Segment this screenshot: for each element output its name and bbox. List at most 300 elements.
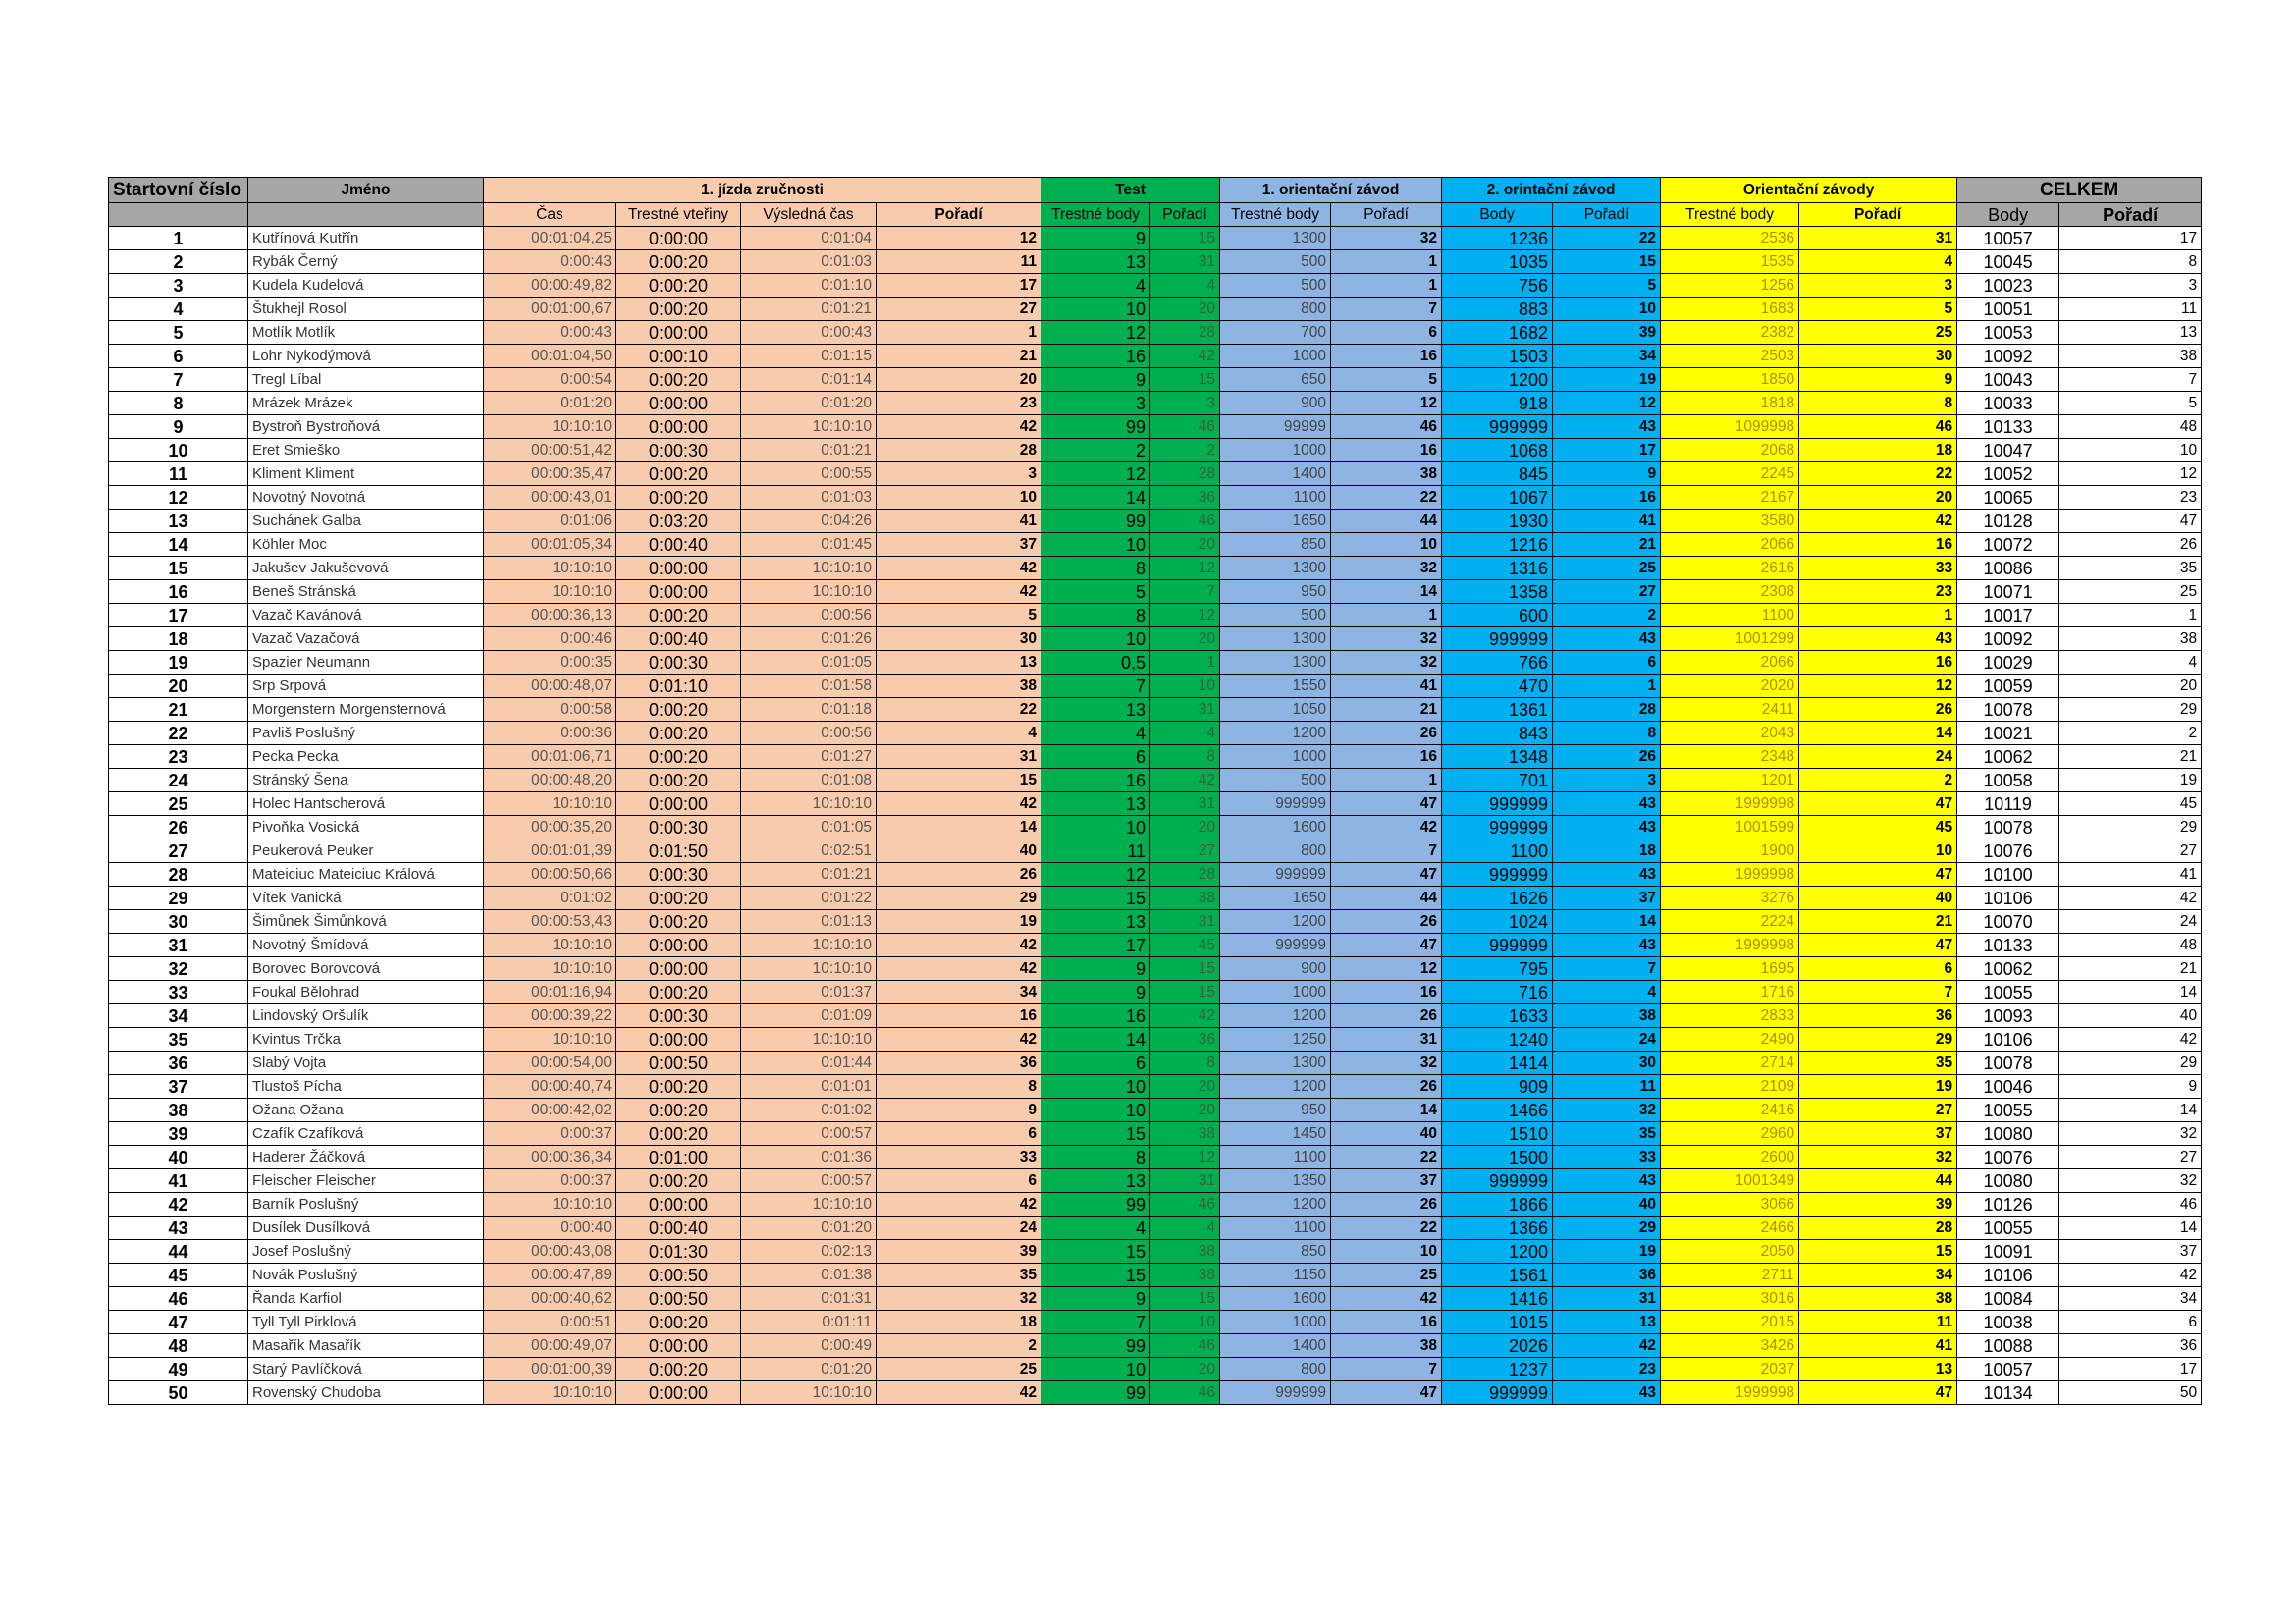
- time-cell: 10:10:10: [484, 1193, 616, 1217]
- o2-rank-cell: 14: [1553, 910, 1661, 934]
- test-rank-cell: 4: [1150, 722, 1220, 745]
- total-rank-cell: 50: [2059, 1381, 2202, 1405]
- skill-rank-cell: 14: [877, 816, 1041, 839]
- subheader-o2-rank: Pořadí: [1553, 203, 1661, 227]
- o1-points-cell: 1600: [1220, 816, 1331, 839]
- penalty-sec-cell: 0:00:20: [616, 1358, 741, 1381]
- test-rank-cell: 31: [1150, 698, 1220, 722]
- o1-rank-cell: 38: [1331, 1334, 1442, 1358]
- o2-points-cell: 795: [1442, 957, 1553, 981]
- o1-points-cell: 1650: [1220, 887, 1331, 910]
- o1-points-cell: 1300: [1220, 627, 1331, 651]
- test-rank-cell: 45: [1150, 934, 1220, 957]
- total-rank-cell: 14: [2059, 1099, 2202, 1122]
- test-points-cell: 10: [1041, 1075, 1150, 1099]
- o1-points-cell: 900: [1220, 957, 1331, 981]
- o2-rank-cell: 36: [1553, 1264, 1661, 1287]
- time-cell: 00:00:43,08: [484, 1240, 616, 1264]
- test-points-cell: 9: [1041, 981, 1150, 1004]
- total-rank-cell: 36: [2059, 1334, 2202, 1358]
- o1-points-cell: 1200: [1220, 1193, 1331, 1217]
- start-no-cell: 9: [109, 415, 248, 439]
- result-time-cell: 0:00:43: [741, 321, 877, 345]
- start-no-cell: 30: [109, 910, 248, 934]
- ot-points-cell: 2224: [1661, 910, 1799, 934]
- time-cell: 10:10:10: [484, 957, 616, 981]
- penalty-sec-cell: 0:00:00: [616, 957, 741, 981]
- table-row: [109, 439, 2202, 462]
- ot-points-cell: 2714: [1661, 1052, 1799, 1075]
- total-rank-cell: 46: [2059, 1193, 2202, 1217]
- total-points-cell: 10072: [1957, 533, 2059, 557]
- test-rank-cell: 31: [1150, 792, 1220, 816]
- o1-rank-cell: 7: [1331, 1358, 1442, 1381]
- skill-rank-cell: 36: [877, 1052, 1041, 1075]
- penalty-sec-cell: 0:00:00: [616, 321, 741, 345]
- start-no-cell: 15: [109, 557, 248, 580]
- ot-points-cell: 3426: [1661, 1334, 1799, 1358]
- penalty-sec-cell: 0:00:30: [616, 1004, 741, 1028]
- o2-points-cell: 1414: [1442, 1052, 1553, 1075]
- subheader-test-points: Trestné body: [1041, 203, 1150, 227]
- result-time-cell: 0:01:10: [741, 274, 877, 298]
- o2-rank-cell: 43: [1553, 863, 1661, 887]
- o2-rank-cell: 6: [1553, 651, 1661, 675]
- ot-points-cell: 1999998: [1661, 792, 1799, 816]
- result-time-cell: 0:01:11: [741, 1311, 877, 1334]
- penalty-sec-cell: 0:00:20: [616, 981, 741, 1004]
- total-points-cell: 10029: [1957, 651, 2059, 675]
- o2-rank-cell: 32: [1553, 1099, 1661, 1122]
- ot-rank-cell: 32: [1799, 1146, 1957, 1169]
- total-points-cell: 10055: [1957, 1217, 2059, 1240]
- subheader-empty-1: [109, 203, 248, 227]
- skill-rank-cell: 22: [877, 698, 1041, 722]
- ot-points-cell: 2348: [1661, 745, 1799, 769]
- name-cell: Lindovský Oršulík: [248, 1004, 484, 1028]
- result-time-cell: 0:01:18: [741, 698, 877, 722]
- total-points-cell: 10091: [1957, 1240, 2059, 1264]
- o2-points-cell: 1316: [1442, 557, 1553, 580]
- skill-rank-cell: 26: [877, 863, 1041, 887]
- o1-points-cell: 1100: [1220, 1146, 1331, 1169]
- penalty-sec-cell: 0:00:30: [616, 651, 741, 675]
- penalty-sec-cell: 0:01:30: [616, 1240, 741, 1264]
- o2-points-cell: 999999: [1442, 627, 1553, 651]
- result-time-cell: 0:01:26: [741, 627, 877, 651]
- o1-rank-cell: 32: [1331, 227, 1442, 250]
- results-table: [108, 177, 2202, 1405]
- total-points-cell: 10021: [1957, 722, 2059, 745]
- table-row: [109, 1311, 2202, 1334]
- time-cell: 0:00:37: [484, 1169, 616, 1193]
- skill-rank-cell: 9: [877, 1099, 1041, 1122]
- test-rank-cell: 38: [1150, 887, 1220, 910]
- subheader-o1-rank: Pořadí: [1331, 203, 1442, 227]
- total-points-cell: 10046: [1957, 1075, 2059, 1099]
- ot-rank-cell: 24: [1799, 745, 1957, 769]
- name-cell: Šimůnek Šimůnková: [248, 910, 484, 934]
- table-row: [109, 1264, 2202, 1287]
- total-rank-cell: 41: [2059, 863, 2202, 887]
- ot-rank-cell: 14: [1799, 722, 1957, 745]
- header-orient1: 1. orientační závod: [1220, 178, 1442, 203]
- test-points-cell: 6: [1041, 745, 1150, 769]
- o1-rank-cell: 12: [1331, 392, 1442, 415]
- o2-points-cell: 701: [1442, 769, 1553, 792]
- start-no-cell: 28: [109, 863, 248, 887]
- test-rank-cell: 28: [1150, 462, 1220, 486]
- o1-rank-cell: 47: [1331, 1381, 1442, 1405]
- o2-rank-cell: 43: [1553, 934, 1661, 957]
- ot-points-cell: 2066: [1661, 651, 1799, 675]
- ot-rank-cell: 47: [1799, 934, 1957, 957]
- skill-rank-cell: 31: [877, 745, 1041, 769]
- total-rank-cell: 17: [2059, 227, 2202, 250]
- o2-points-cell: 1240: [1442, 1028, 1553, 1052]
- test-rank-cell: 20: [1150, 1099, 1220, 1122]
- result-time-cell: 0:01:21: [741, 298, 877, 321]
- o2-points-cell: 999999: [1442, 816, 1553, 839]
- time-cell: 00:01:01,39: [484, 839, 616, 863]
- table-row: [109, 1075, 2202, 1099]
- start-no-cell: 8: [109, 392, 248, 415]
- o2-points-cell: 600: [1442, 604, 1553, 627]
- test-points-cell: 12: [1041, 321, 1150, 345]
- penalty-sec-cell: 0:00:20: [616, 274, 741, 298]
- o1-points-cell: 650: [1220, 368, 1331, 392]
- o2-points-cell: 1024: [1442, 910, 1553, 934]
- header-test: Test: [1041, 178, 1220, 203]
- total-points-cell: 10134: [1957, 1381, 2059, 1405]
- ot-points-cell: 2043: [1661, 722, 1799, 745]
- start-no-cell: 19: [109, 651, 248, 675]
- penalty-sec-cell: 0:00:50: [616, 1052, 741, 1075]
- skill-rank-cell: 13: [877, 651, 1041, 675]
- test-rank-cell: 12: [1150, 557, 1220, 580]
- o1-points-cell: 950: [1220, 580, 1331, 604]
- ot-points-cell: 2245: [1661, 462, 1799, 486]
- test-rank-cell: 15: [1150, 957, 1220, 981]
- name-cell: Vazač Kavánová: [248, 604, 484, 627]
- o1-points-cell: 999999: [1220, 792, 1331, 816]
- name-cell: Foukal Bělohrad: [248, 981, 484, 1004]
- test-rank-cell: 20: [1150, 1358, 1220, 1381]
- time-cell: 00:01:05,34: [484, 533, 616, 557]
- o1-points-cell: 500: [1220, 274, 1331, 298]
- table-row: [109, 486, 2202, 510]
- o1-points-cell: 1200: [1220, 910, 1331, 934]
- total-rank-cell: 32: [2059, 1122, 2202, 1146]
- result-time-cell: 0:01:01: [741, 1075, 877, 1099]
- total-rank-cell: 26: [2059, 533, 2202, 557]
- test-rank-cell: 28: [1150, 321, 1220, 345]
- total-rank-cell: 14: [2059, 981, 2202, 1004]
- o1-points-cell: 1400: [1220, 462, 1331, 486]
- skill-rank-cell: 30: [877, 627, 1041, 651]
- result-time-cell: 0:01:37: [741, 981, 877, 1004]
- skill-rank-cell: 15: [877, 769, 1041, 792]
- ot-rank-cell: 3: [1799, 274, 1957, 298]
- test-rank-cell: 38: [1150, 1122, 1220, 1146]
- o2-points-cell: 1358: [1442, 580, 1553, 604]
- total-points-cell: 10092: [1957, 627, 2059, 651]
- name-cell: Vazač Vazačová: [248, 627, 484, 651]
- o1-rank-cell: 31: [1331, 1028, 1442, 1052]
- o2-rank-cell: 26: [1553, 745, 1661, 769]
- o1-rank-cell: 37: [1331, 1169, 1442, 1193]
- o2-rank-cell: 23: [1553, 1358, 1661, 1381]
- o1-rank-cell: 40: [1331, 1122, 1442, 1146]
- o2-rank-cell: 7: [1553, 957, 1661, 981]
- start-no-cell: 32: [109, 957, 248, 981]
- result-time-cell: 0:01:21: [741, 863, 877, 887]
- o2-rank-cell: 15: [1553, 250, 1661, 274]
- ot-rank-cell: 37: [1799, 1122, 1957, 1146]
- skill-rank-cell: 29: [877, 887, 1041, 910]
- total-points-cell: 10052: [1957, 462, 2059, 486]
- ot-points-cell: 2616: [1661, 557, 1799, 580]
- penalty-sec-cell: 0:00:20: [616, 298, 741, 321]
- start-no-cell: 2: [109, 250, 248, 274]
- o1-rank-cell: 10: [1331, 533, 1442, 557]
- skill-rank-cell: 40: [877, 839, 1041, 863]
- result-time-cell: 0:00:57: [741, 1169, 877, 1193]
- time-cell: 0:00:58: [484, 698, 616, 722]
- skill-rank-cell: 42: [877, 957, 1041, 981]
- o2-rank-cell: 12: [1553, 392, 1661, 415]
- table-row: [109, 1334, 2202, 1358]
- start-no-cell: 18: [109, 627, 248, 651]
- ot-points-cell: 2503: [1661, 345, 1799, 368]
- o2-points-cell: 1015: [1442, 1311, 1553, 1334]
- result-time-cell: 0:01:05: [741, 816, 877, 839]
- total-points-cell: 10058: [1957, 769, 2059, 792]
- o2-rank-cell: 28: [1553, 698, 1661, 722]
- o1-points-cell: 999999: [1220, 1381, 1331, 1405]
- total-rank-cell: 21: [2059, 745, 2202, 769]
- o1-points-cell: 99999: [1220, 415, 1331, 439]
- ot-rank-cell: 33: [1799, 557, 1957, 580]
- ot-rank-cell: 29: [1799, 1028, 1957, 1052]
- time-cell: 00:00:51,42: [484, 439, 616, 462]
- start-no-cell: 26: [109, 816, 248, 839]
- ot-points-cell: 1999998: [1661, 863, 1799, 887]
- total-rank-cell: 21: [2059, 957, 2202, 981]
- test-rank-cell: 38: [1150, 1240, 1220, 1264]
- test-rank-cell: 31: [1150, 1169, 1220, 1193]
- o1-rank-cell: 1: [1331, 250, 1442, 274]
- ot-rank-cell: 21: [1799, 910, 1957, 934]
- o2-points-cell: 766: [1442, 651, 1553, 675]
- result-time-cell: 0:02:51: [741, 839, 877, 863]
- o1-points-cell: 1000: [1220, 981, 1331, 1004]
- ot-points-cell: 1001349: [1661, 1169, 1799, 1193]
- test-points-cell: 4: [1041, 274, 1150, 298]
- o2-rank-cell: 41: [1553, 510, 1661, 533]
- o2-points-cell: 1216: [1442, 533, 1553, 557]
- time-cell: 00:01:00,39: [484, 1358, 616, 1381]
- test-rank-cell: 20: [1150, 1075, 1220, 1099]
- o2-rank-cell: 40: [1553, 1193, 1661, 1217]
- o2-points-cell: 1930: [1442, 510, 1553, 533]
- result-time-cell: 0:01:20: [741, 392, 877, 415]
- ot-rank-cell: 2: [1799, 769, 1957, 792]
- test-rank-cell: 27: [1150, 839, 1220, 863]
- ot-rank-cell: 43: [1799, 627, 1957, 651]
- table-row: [109, 1146, 2202, 1169]
- o2-rank-cell: 31: [1553, 1287, 1661, 1311]
- total-points-cell: 10092: [1957, 345, 2059, 368]
- name-cell: Novák Poslušný: [248, 1264, 484, 1287]
- total-points-cell: 10051: [1957, 298, 2059, 321]
- ot-rank-cell: 35: [1799, 1052, 1957, 1075]
- skill-rank-cell: 42: [877, 580, 1041, 604]
- o1-rank-cell: 7: [1331, 298, 1442, 321]
- ot-rank-cell: 46: [1799, 415, 1957, 439]
- o1-points-cell: 999999: [1220, 934, 1331, 957]
- o2-points-cell: 1068: [1442, 439, 1553, 462]
- name-cell: Tyll Tyll Pirklová: [248, 1311, 484, 1334]
- o1-points-cell: 900: [1220, 392, 1331, 415]
- skill-rank-cell: 1: [877, 321, 1041, 345]
- total-rank-cell: 27: [2059, 839, 2202, 863]
- penalty-sec-cell: 0:00:20: [616, 722, 741, 745]
- result-time-cell: 0:02:13: [741, 1240, 877, 1264]
- o2-points-cell: 1682: [1442, 321, 1553, 345]
- result-time-cell: 0:01:31: [741, 1287, 877, 1311]
- test-points-cell: 4: [1041, 722, 1150, 745]
- test-points-cell: 13: [1041, 250, 1150, 274]
- test-points-cell: 10: [1041, 1099, 1150, 1122]
- o1-rank-cell: 22: [1331, 486, 1442, 510]
- start-no-cell: 25: [109, 792, 248, 816]
- test-points-cell: 9: [1041, 368, 1150, 392]
- start-no-cell: 31: [109, 934, 248, 957]
- total-rank-cell: 38: [2059, 345, 2202, 368]
- o2-rank-cell: 2: [1553, 604, 1661, 627]
- test-rank-cell: 12: [1150, 604, 1220, 627]
- name-cell: Kutřínová Kutřín: [248, 227, 484, 250]
- ot-rank-cell: 16: [1799, 651, 1957, 675]
- subheader-total-points: Body: [1957, 203, 2059, 227]
- result-time-cell: 0:01:20: [741, 1217, 877, 1240]
- subheader-time: Čas: [484, 203, 616, 227]
- o2-rank-cell: 43: [1553, 1169, 1661, 1193]
- o2-points-cell: 1035: [1442, 250, 1553, 274]
- penalty-sec-cell: 0:00:30: [616, 863, 741, 887]
- result-time-cell: 0:04:26: [741, 510, 877, 533]
- o1-points-cell: 1600: [1220, 1287, 1331, 1311]
- skill-rank-cell: 21: [877, 345, 1041, 368]
- o1-rank-cell: 10: [1331, 1240, 1442, 1264]
- total-rank-cell: 42: [2059, 1028, 2202, 1052]
- start-no-cell: 23: [109, 745, 248, 769]
- total-points-cell: 10076: [1957, 839, 2059, 863]
- o2-rank-cell: 39: [1553, 321, 1661, 345]
- o2-points-cell: 1236: [1442, 227, 1553, 250]
- penalty-sec-cell: 0:00:30: [616, 439, 741, 462]
- ot-rank-cell: 42: [1799, 510, 1957, 533]
- total-rank-cell: 34: [2059, 1287, 2202, 1311]
- total-rank-cell: 29: [2059, 816, 2202, 839]
- o1-points-cell: 800: [1220, 298, 1331, 321]
- skill-rank-cell: 42: [877, 415, 1041, 439]
- o2-rank-cell: 42: [1553, 1334, 1661, 1358]
- test-points-cell: 10: [1041, 533, 1150, 557]
- name-cell: Kvintus Trčka: [248, 1028, 484, 1052]
- o1-points-cell: 1550: [1220, 675, 1331, 698]
- o1-points-cell: 1300: [1220, 651, 1331, 675]
- o1-rank-cell: 47: [1331, 792, 1442, 816]
- name-cell: Lohr Nykodýmová: [248, 345, 484, 368]
- name-cell: Tlustoš Pícha: [248, 1075, 484, 1099]
- o2-rank-cell: 3: [1553, 769, 1661, 792]
- start-no-cell: 36: [109, 1052, 248, 1075]
- test-points-cell: 15: [1041, 887, 1150, 910]
- skill-rank-cell: 27: [877, 298, 1041, 321]
- ot-rank-cell: 4: [1799, 250, 1957, 274]
- name-cell: Pavliš Poslušný: [248, 722, 484, 745]
- total-rank-cell: 37: [2059, 1240, 2202, 1264]
- name-cell: Köhler Moc: [248, 533, 484, 557]
- o1-rank-cell: 42: [1331, 1287, 1442, 1311]
- ot-points-cell: 2536: [1661, 227, 1799, 250]
- total-points-cell: 10055: [1957, 981, 2059, 1004]
- o2-points-cell: 1626: [1442, 887, 1553, 910]
- result-time-cell: 0:01:03: [741, 250, 877, 274]
- start-no-cell: 42: [109, 1193, 248, 1217]
- test-rank-cell: 3: [1150, 392, 1220, 415]
- test-points-cell: 99: [1041, 1193, 1150, 1217]
- o2-rank-cell: 22: [1553, 227, 1661, 250]
- table-row: [109, 1240, 2202, 1264]
- o2-points-cell: 1503: [1442, 345, 1553, 368]
- test-points-cell: 9: [1041, 957, 1150, 981]
- o1-points-cell: 1200: [1220, 1075, 1331, 1099]
- o2-rank-cell: 5: [1553, 274, 1661, 298]
- skill-rank-cell: 5: [877, 604, 1041, 627]
- table-row: [109, 533, 2202, 557]
- o2-points-cell: 1561: [1442, 1264, 1553, 1287]
- table-row: [109, 1028, 2202, 1052]
- start-no-cell: 20: [109, 675, 248, 698]
- result-time-cell: 0:01:14: [741, 368, 877, 392]
- penalty-sec-cell: 0:00:20: [616, 1311, 741, 1334]
- penalty-sec-cell: 0:00:00: [616, 392, 741, 415]
- o1-rank-cell: 26: [1331, 1004, 1442, 1028]
- table-row: [109, 745, 2202, 769]
- ot-points-cell: 1999998: [1661, 934, 1799, 957]
- total-points-cell: 10070: [1957, 910, 2059, 934]
- o1-points-cell: 700: [1220, 321, 1331, 345]
- skill-rank-cell: 35: [877, 1264, 1041, 1287]
- ot-points-cell: 2109: [1661, 1075, 1799, 1099]
- name-cell: Masařík Masařík: [248, 1334, 484, 1358]
- penalty-sec-cell: 0:00:20: [616, 250, 741, 274]
- total-points-cell: 10080: [1957, 1169, 2059, 1193]
- o1-points-cell: 1450: [1220, 1122, 1331, 1146]
- name-cell: Tregl Líbal: [248, 368, 484, 392]
- time-cell: 00:00:50,66: [484, 863, 616, 887]
- start-no-cell: 13: [109, 510, 248, 533]
- skill-rank-cell: 8: [877, 1075, 1041, 1099]
- name-cell: Mrázek Mrázek: [248, 392, 484, 415]
- skill-rank-cell: 12: [877, 227, 1041, 250]
- result-time-cell: 0:01:03: [741, 486, 877, 510]
- o2-points-cell: 2026: [1442, 1334, 1553, 1358]
- name-cell: Haderer Žáčková: [248, 1146, 484, 1169]
